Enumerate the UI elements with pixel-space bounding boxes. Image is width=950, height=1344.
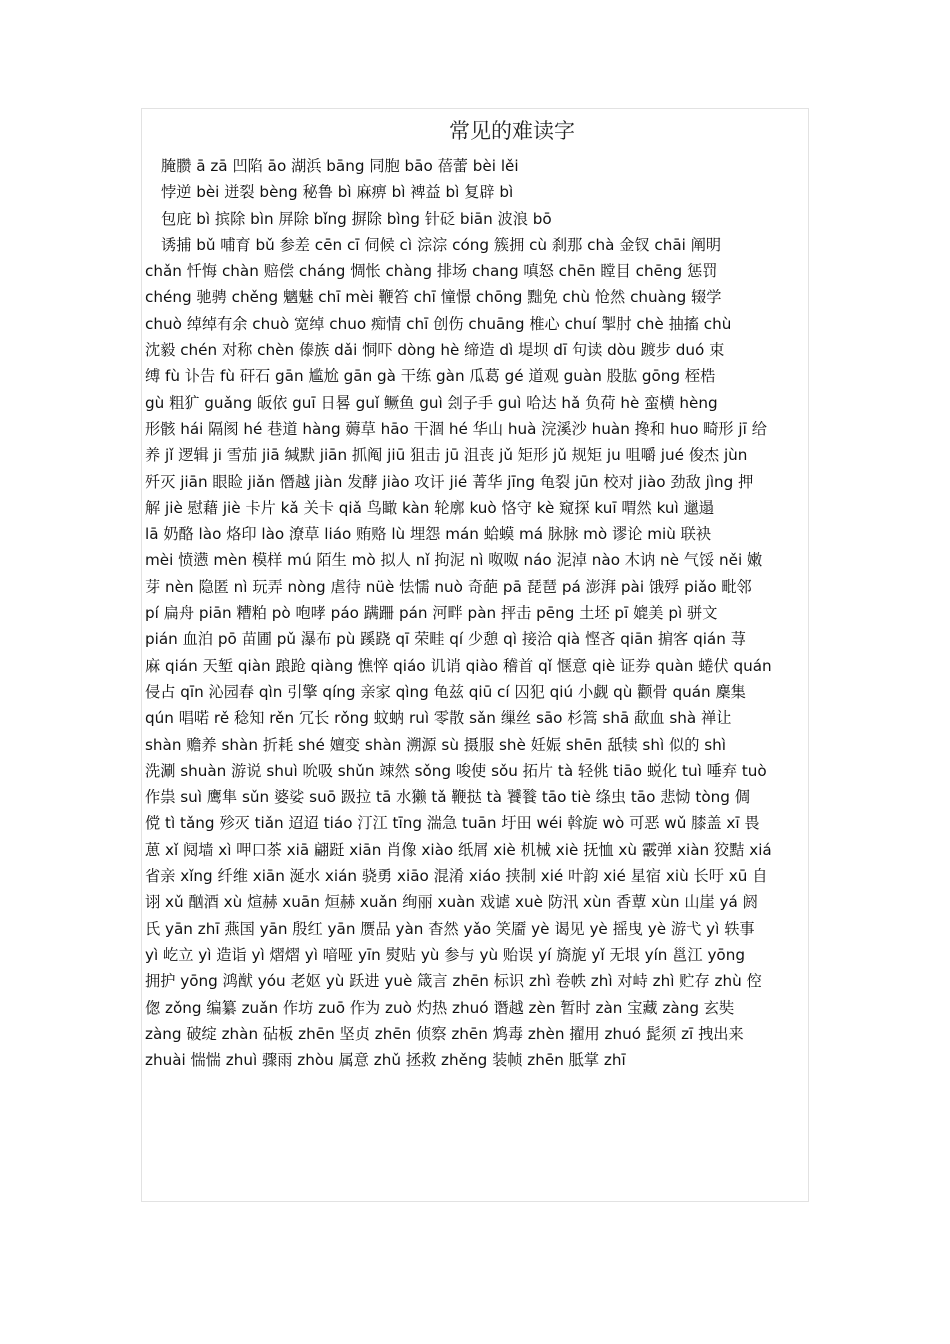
text-line: chǎn 忏悔 chàn 赔偿 cháng 惆怅 chàng 排场 chang 嗔怒 chēn 瞠目 chēng 惩罚 [145, 262, 718, 281]
text-line: pí 扁舟 piān 糟粕 pò 咆哮 páo 蹒跚 pán 河畔 pàn 抨击 pēng 土坯 pī 媲美 pì 骈文 [145, 604, 718, 623]
text-line: 氏 yān zhī 燕国 yān 殷红 yān 赝品 yàn 杳然 yǎo 笑靥 yè 谒见 yè 摇曳 yè 游弋 yì 轶事 [145, 919, 755, 938]
text-line: 偬 zǒng 编纂 zuǎn 作坊 zuō 作为 zuò 灼热 zhuó 谮越 zèn 暂时 zàn 宝藏 zàng 玄奘 [145, 998, 735, 1017]
text-line: 沈毅 chén 对称 chèn 傣族 dǎi 恫吓 dòng hè 缔造 dì 堤坝 dī 句读 dòu 踱步 duó 束 [145, 341, 725, 360]
document-page [141, 108, 809, 1202]
text-line: gù 粗犷 guǎng 皈依 guī 日晷 guǐ 鳜鱼 guì 刽子手 guì 哈达 hǎ 负荷 hè 蛮横 hèng [145, 393, 718, 412]
text-body [145, 153, 809, 1073]
text-line: lā 奶酪 lào 烙印 lào 潦草 liáo 贿赂 lù 埋怨 mán 蛤蟆 má 脉脉 mò 谬论 miù 联袂 [145, 525, 712, 544]
text-line: 养 jǐ 逻辑 ji 雪茄 jiā 缄默 jiān 抓阄 jiū 狙击 jū 沮丧 jǔ 矩形 jǔ 规矩 ju 咀嚼 jué 俊杰 jùn [145, 446, 748, 465]
text-line: zhuài 惴惴 zhuì 骤雨 zhòu 属意 zhǔ 拯救 zhěng 装帧 zhēn 胝掌 zhī [145, 1051, 626, 1070]
text-line: 芽 nèn 隐匿 nì 玩弄 nòng 虐待 nüè 怯懦 nuò 奇葩 pā 琵琶 pá 澎湃 pài 饿殍 piǎo 毗邻 [145, 577, 752, 596]
text-line: 洗涮 shuàn 游说 shuì 吮吸 shǔn 竦然 sǒng 唆使 sǒu 拓片 tà 轻佻 tiāo 蜕化 tuì 唾弃 tuò [145, 761, 767, 780]
text-line: 形骸 hái 隔阂 hé 巷道 hàng 薅草 hāo 干涸 hé 华山 huà 浣溪沙 huàn 搀和 huo 畸形 jī 给 [145, 419, 767, 438]
page-title: 常见的难读字 [449, 119, 575, 143]
text-line: 包庇 bì 摈除 bìn 屏除 bǐng 摒除 bìng 针砭 biān 波浪 bō [161, 209, 552, 228]
text-line: 葸 xǐ 阋墙 xì 呷口茶 xiā 翩跹 xiān 肖像 xiào 纸屑 xiè 机械 xiè 抚恤 xù 霰弹 xiàn 狡黠 xiá [145, 840, 772, 859]
text-line: 作祟 suì 鹰隼 sǔn 婆娑 suō 趿拉 tā 水獭 tǎ 鞭挞 tà 饕餮 tāo tiè 绦虫 tāo 悲恸 tòng 倜 [145, 788, 750, 807]
text-line: 悖逆 bèi 迸裂 bèng 秘鲁 bì 麻痹 bì 裨益 bì 复辟 bì [161, 183, 514, 202]
text-line: 诱捕 bǔ 哺育 bǔ 参差 cēn cī 伺候 cì 淙淙 cóng 簇拥 cù 刹那 chà 金钗 chāi 阐明 [161, 235, 722, 254]
text-line: qún 唱喏 rě 稔知 rěn 冗长 rǒng 蚊蚋 ruì 零散 sǎn 缫丝 sāo 杉篙 shā 歃血 shà 禅让 [145, 709, 732, 728]
text-line: zàng 破绽 zhàn 砧板 zhēn 坚贞 zhēn 侦察 zhēn 鸩毒 zhèn 擢用 zhuó 髭须 zī 拽出来 [145, 1024, 744, 1043]
text-line: 歼灭 jiān 眼睑 jiǎn 僭越 jiàn 发酵 jiào 攻讦 jié 菁华 jīng 龟裂 jūn 校对 jiào 劲敌 jìng 押 [145, 472, 754, 491]
text-line: shàn 赡养 shàn 折耗 shé 嬗变 shàn 溯源 sù 摄服 shè 妊娠 shēn 舐犊 shì 似的 shì [145, 735, 726, 754]
text-line: 傥 tì tǎng 殄灭 tiǎn 迢迢 tiáo 汀江 tīng 湍急 tuān 圩田 wéi 斡旋 wò 可恶 wǔ 膝盖 xī 畏 [145, 814, 760, 833]
text-line: chuò 绰绰有余 chuò 宽绰 chuo 痴情 chī 创伤 chuāng 椎心 chuí 掣肘 chè 抽搐 chù [145, 314, 732, 333]
text-line: 解 jiè 慰藉 jiè 卡片 kǎ 关卡 qiǎ 鸟瞰 kàn 轮廓 kuò 恪守 kè 窥探 kuī 喟然 kuì 邋遢 [145, 498, 714, 517]
text-line: 缚 fù 讣告 fù 矸石 gān 尴尬 gān gà 干练 gàn 瓜葛 gé 道观 guàn 股肱 gōng 桎梏 [145, 367, 716, 386]
text-line: 省亲 xǐng 纤维 xiān 涎水 xián 骁勇 xiāo 混淆 xiáo 挟制 xié 叶韵 xié 星宿 xiù 长吁 xū 自 [145, 867, 768, 886]
text-line: 拥护 yōng 鸿猷 yóu 老妪 yù 跃进 yuè 箴言 zhēn 标识 zhì 卷帙 zhì 对峙 zhì 贮存 zhù 倥 [145, 972, 762, 991]
text-line: pián 血泊 pō 苗圃 pǔ 瀑布 pù 蹊跷 qī 荣畦 qí 少憩 qì 接洽 qià 悭吝 qiān 掮客 qián 荨 [145, 630, 746, 649]
text-line: chéng 驰骋 chěng 魑魅 chī mèi 鞭笞 chī 憧憬 chōng 黜免 chù 怆然 chuàng 辍学 [145, 288, 722, 307]
text-line: 麻 qián 天堑 qiàn 踉跄 qiàng 憔悴 qiáo 讥诮 qiào 稽首 qǐ 惬意 qiè 证券 quàn 蜷伏 quán [145, 656, 772, 675]
text-line: mèi 愤懑 mèn 模样 mú 陌生 mò 拟人 nǐ 拘泥 nì 呶呶 náo 泥淖 nào 木讷 nè 气馁 něi 嫩 [145, 551, 763, 570]
text-line: 侵占 qīn 沁园春 qìn 引擎 qíng 亲家 qìng 龟兹 qiū cí 囚犯 qiú 小觑 qù 颧骨 quán 麇集 [145, 682, 746, 701]
text-line: 诩 xǔ 酗酒 xù 煊赫 xuān 烜赫 xuǎn 绚丽 xuàn 戏谑 xuè 防汛 xùn 香蕈 xùn 山崖 yá 阏 [145, 893, 758, 912]
text-line: 腌臜 ā zā 凹陷 āo 湖浜 bāng 同胞 bāo 蓓蕾 bèi lěi [161, 157, 519, 175]
text-line: yì 屹立 yì 造诣 yì 熠熠 yì 喑哑 yīn 熨贴 yù 参与 yù 贻误 yí 旖旎 yǐ 无垠 yín 邕江 yōng [145, 945, 745, 964]
